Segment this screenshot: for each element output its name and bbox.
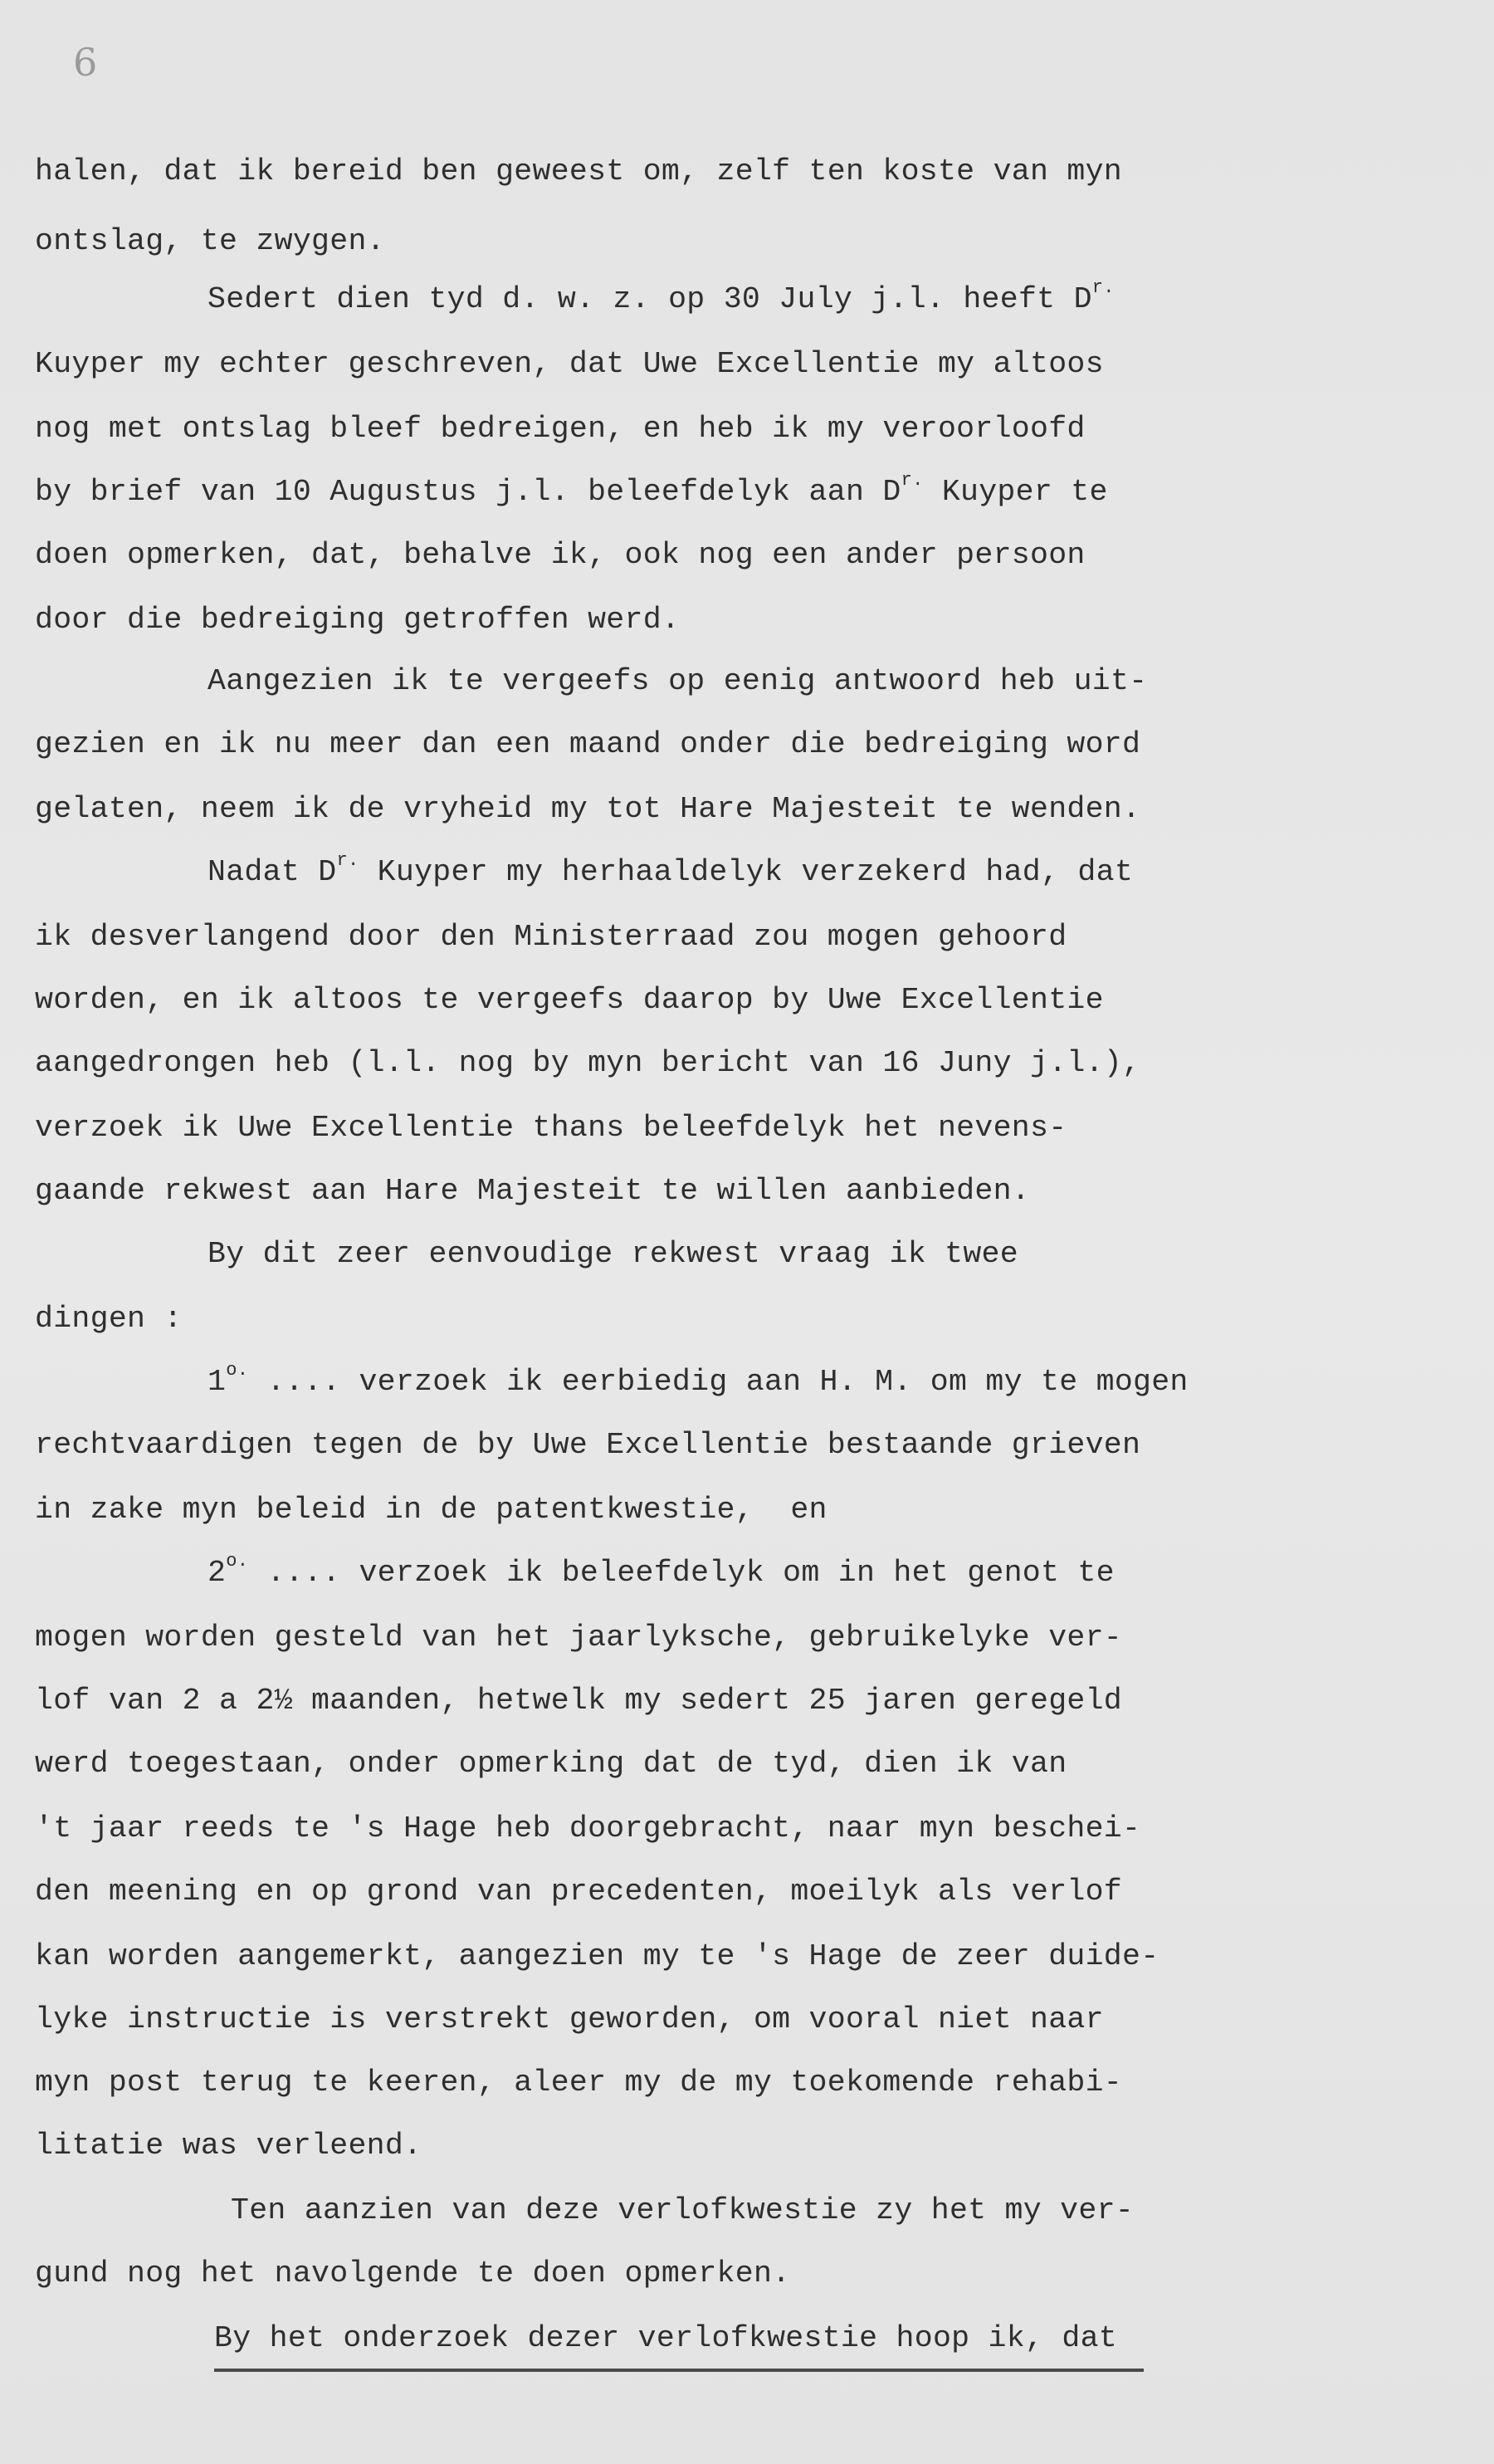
text-line: nog met ontslag bleef bedreigen, en heb ik my veroorloofd <box>35 412 1086 446</box>
text-line: ik desverlangend door den Ministerraad zou mogen gehoord <box>35 920 1067 954</box>
text-line: By dit zeer eenvoudige rekwest vraag ik twee <box>208 1237 1018 1271</box>
superscript: r. <box>1091 277 1115 298</box>
text-line: gaande rekwest aan Hare Majesteit te willen aanbieden. <box>35 1174 1030 1208</box>
text-line <box>208 850 1134 889</box>
line-text: 1 <box>208 1365 227 1399</box>
superscript: r. <box>901 470 924 491</box>
text-line: gelaten, neem ik de vryheid my tot Hare Majesteit te wenden. <box>35 792 1141 826</box>
text-line: dingen : <box>35 1302 183 1336</box>
text-line: verzoek ik Uwe Excellentie thans beleefdelyk het nevens- <box>35 1111 1067 1145</box>
underline-rule <box>214 2369 1144 2372</box>
text-line: lof van 2 a 2½ maanden, hetwelk my sedert 25 jaren geregeld <box>35 1684 1123 1718</box>
text-line: By het onderzoek dezer verlofkwestie hoop ik, dat <box>214 2321 1117 2355</box>
text-line: gezien en ik nu meer dan een maand onder die bedreiging word <box>35 727 1141 761</box>
text-line: Kuyper my echter geschreven, dat Uwe Excellentie my altoos <box>35 347 1104 381</box>
text-line: doen opmerken, dat, behalve ik, ook nog een ander persoon <box>35 538 1086 572</box>
text-line: litatie was verleend. <box>35 2129 422 2163</box>
line-text-continuation: Kuyper my herhaaldelyk verzekerd had, dat <box>359 855 1134 889</box>
text-line: Ten aanzien van deze verlofkwestie zy het my ver- <box>231 2193 1134 2227</box>
text-line: myn post terug te keeren, aleer my de my toekomende rehabi- <box>35 2066 1123 2100</box>
text-line: ontslag, te zwygen. <box>35 224 385 258</box>
text-line: werd toegestaan, onder opmerking dat de tyd, dien ik van <box>35 1747 1067 1781</box>
text-line: Aangezien ik te vergeefs op eenig antwoord heb uit- <box>208 664 1148 698</box>
line-text: Sedert dien tyd d. w. z. op 30 July j.l. heeft D <box>208 282 1092 316</box>
text-line <box>208 1360 1189 1399</box>
superscript: o. <box>226 1551 249 1572</box>
page-number: 6 <box>73 40 98 85</box>
text-line: lyke instructie is verstrekt geworden, om vooral niet naar <box>35 2002 1104 2036</box>
line-text-continuation: .... verzoek ik eerbiedig aan H. M. om my te mogen <box>248 1365 1189 1399</box>
superscript: r. <box>336 850 359 871</box>
text-line: rechtvaardigen tegen de by Uwe Excellentie bestaande grieven <box>35 1428 1141 1462</box>
line-text: by brief van 10 Augustus j.l. beleefdelyk aan D <box>35 475 901 509</box>
text-line: door die bedreiging getroffen werd. <box>35 603 681 637</box>
text-line: aangedrongen heb (l.l. nog by myn bericht van 16 Juny j.l.), <box>35 1046 1141 1080</box>
line-text-continuation: Kuyper te <box>923 475 1108 509</box>
text-line: den meening en op grond van precedenten, moeilyk als verlof <box>35 1875 1123 1909</box>
text-line: in zake myn beleid in de patentkwestie, en <box>35 1493 828 1527</box>
superscript: o. <box>226 1360 249 1381</box>
line-text: 2 <box>208 1556 227 1590</box>
text-line: 't jaar reeds te 's Hage heb doorgebracht, naar myn beschei- <box>35 1811 1141 1846</box>
text-line: worden, en ik altoos te vergeefs daarop by Uwe Excellentie <box>35 983 1104 1017</box>
text-line: gund nog het navolgende te doen opmerken. <box>35 2256 791 2290</box>
text-line <box>208 277 1115 316</box>
line-text-continuation: .... verzoek ik beleefdelyk om in het genot te <box>248 1556 1115 1590</box>
text-line <box>208 1551 1115 1590</box>
line-text: Nadat D <box>208 855 337 889</box>
text-line: kan worden aangemerkt, aangezien my te 's Hage de zeer duide- <box>35 1939 1160 1973</box>
text-line <box>35 470 1108 509</box>
text-line: mogen worden gesteld van het jaarlyksche, gebruikelyke ver- <box>35 1621 1123 1655</box>
text-line: halen, dat ik bereid ben geweest om, zelf ten koste van myn <box>35 154 1123 188</box>
